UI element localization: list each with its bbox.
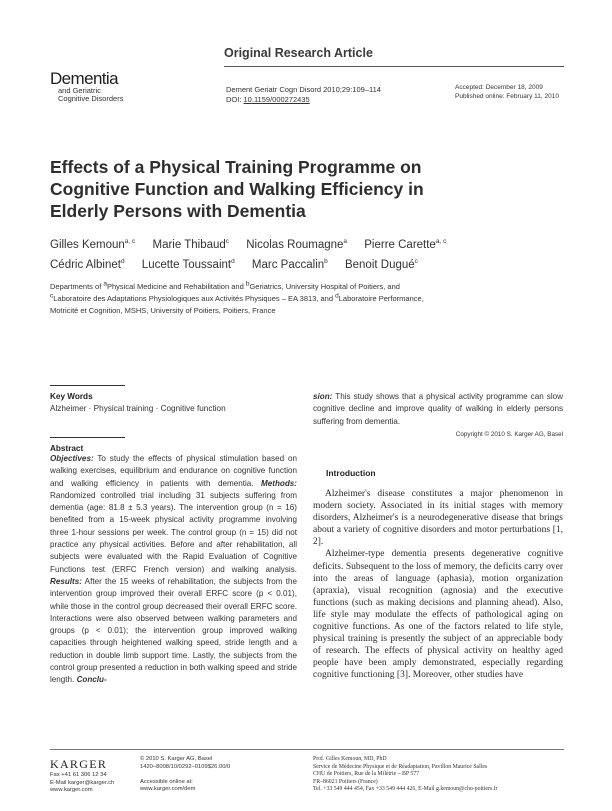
accepted-date: Accepted: December 18, 2009 — [455, 84, 543, 91]
article-dates — [455, 83, 559, 101]
abstract-copyright: Copyright © 2010 S. Karger AG, Basel — [455, 431, 563, 438]
results-label: Results: — [50, 576, 82, 586]
affiliation-line-1: Departments of aPhysical Medicine and Rehabilitation and bGeriatrics, University Hospital of Poitiers, and — [50, 280, 400, 291]
journal-logo-sub2: Cognitive Disorders — [58, 94, 124, 103]
methods-text: Randomized controlled trial including 31 subjects suffering from dementia (age: 81.8 ± 5.3 years). The intervention group (n = 16) benefited from a 15-week physical activity programme involving three 1-hour sessions per week. The control group (n = 15) did not practice any physical activities. Before and after rehabilitation, all subjects were evaluated with the Rapid Evaluation of Cognitive Functions test (ERFC French version) and walking analysis. — [50, 490, 297, 574]
keywords-rule — [50, 385, 125, 386]
introduction-heading: Introduction — [326, 468, 376, 478]
author: Lucette Toussaint$^d$ — [141, 258, 235, 271]
affiliations — [50, 281, 470, 317]
journal-logo-main: Dementia — [50, 69, 118, 88]
author-line-2 — [50, 259, 432, 271]
title-line-2: Cognitive Function and Walking Efficiency in — [50, 179, 424, 199]
publisher-contact — [50, 772, 114, 795]
corr-line-5: Tel. +33 549 444 454, Fax +33 549 444 426, E-Mail g.kemoun@chu-poitiers.fr — [313, 786, 498, 792]
author-line-1 — [50, 239, 460, 251]
introduction-paragraph-1: Alzheimer's disease constitutes a major phenomenon in modern society. Associated in its initial stages with memory disorders, Alzheimer's is a neurodegenerative disease that brings about a variety of cognitive disorders and motor perturbations [1, 2]. — [313, 489, 563, 548]
author: Gilles Kemoun$^{a, c}$ — [50, 238, 136, 251]
published-date: Published online: February 11, 2010 — [455, 93, 559, 100]
author: Nicolas Roumagne$^a$ — [246, 238, 348, 251]
doi-label: DOI: — [226, 95, 242, 104]
author: Marie Thibaud$^c$ — [152, 238, 230, 251]
citation: Dement Geriatr Cogn Disord 2010;29:109–114 — [226, 85, 381, 94]
corresponding-author — [313, 756, 497, 794]
corr-line-3: CHU de Poitiers, Rue de la Milétrie – BP 577 — [313, 771, 420, 777]
journal-logo — [50, 70, 140, 103]
author: Benoit Dugué$^c$ — [344, 258, 418, 271]
doi-link[interactable]: 10.1159/000272435 — [243, 95, 310, 104]
footer-divider — [50, 749, 564, 750]
methods-label: Methods: — [261, 478, 297, 488]
abstract-heading: Abstract — [50, 444, 84, 453]
title-line-3: Elderly Persons with Dementia — [50, 201, 306, 221]
publisher-web[interactable]: www.karger.com — [50, 787, 93, 793]
introduction-paragraph-2: Alzheimer-type dementia presents degenerative cognitive deficits. Subsequent to the loss of memory, the deficits carry over into the areas of language (aphasia), motion organization (apraxia), visual recognition (agnosia) and the executive functions (such as making decisions and planning ahead). Also, life style may modulate the effects of pathological aging on cognitive functions. As one of the factors related to life style, physical training is presently the subject of an appreciable body of research. The effects of physical activity on healthy aged people have been amply demonstrated, especially regarding cognitive functioning [3]. Moreover, other studies have — [313, 549, 563, 681]
header-divider — [224, 66, 564, 67]
results-text: After the 15 weeks of rehabilitation, the subjects from the intervention group improved their overall ERFC score (p < 0.01), while those in the control group decreased their overall ERFC score. Interactions were also observed between walking parameters and groups (p < 0.01); the intervention group improved walking capacities through heightened walking speed, stride length and a reduction in double limb support time. Lastly, the subjects from the control group presented a reduction in both walking speed and stride length. — [50, 576, 297, 685]
doi-line — [226, 95, 310, 104]
footer-copyright: © 2010 S. Karger AG, Basel — [140, 756, 213, 762]
affiliation-line-2: cLaboratoire des Adaptations Physiologiques aux Activités Physiques – EA 3813, and dLaboratoire Performance, — [50, 292, 424, 303]
keywords-text: Alzheimer · Physical training · Cognitive function — [50, 404, 226, 413]
publisher-logo: KARGER — [50, 757, 108, 771]
footer-accessible-url[interactable]: www.karger.com/dem — [140, 786, 196, 792]
abstract-rule — [50, 437, 125, 438]
footer-accessible: Accessible online at: — [140, 778, 193, 785]
corr-name: Prof. Gilles Kemoun, MD, PhD — [313, 756, 387, 762]
corr-line-4: FR–86021 Poitiers (France) — [313, 778, 378, 785]
paper-title — [50, 156, 470, 222]
objectives-text: To study the effects of physical stimulation based on walking exercises, equilibrium and endurance on cognitive function and walking efficiency in patients with dementia. — [50, 454, 297, 488]
author: Pierre Carette$^{a, c}$ — [364, 238, 447, 251]
objectives-label: Objectives: — [50, 454, 94, 463]
conclusion-text: This study shows that a physical activity programme can slow cognitive decline and improve quality of walking in elderly persons suffering from dementia. — [313, 392, 563, 426]
keywords-heading: Key Words — [50, 392, 93, 401]
title-line-1: Effects of a Physical Training Programme on — [50, 157, 422, 177]
conclusion-label-end: sion: — [313, 392, 333, 401]
abstract-body — [50, 453, 297, 687]
author: Marc Paccalin$^b$ — [251, 258, 328, 271]
introduction-body — [313, 488, 563, 682]
article-type: Original Research Article — [224, 46, 373, 60]
abstract-continuation — [313, 391, 563, 428]
footer-publication-info — [140, 756, 230, 794]
publisher-fax: Fax +41 61 306 12 34 — [50, 772, 107, 778]
footer-issn: 1420–8008/10/0292–0109$26.00/0 — [140, 763, 231, 770]
affiliation-line-3: Motricité et Cognition, MSHS, University of Poitiers, Poitiers, France — [50, 306, 276, 315]
corr-line-2: Service de Médecine Physique et de Réadaptation, Pavillon Maurice Salles — [313, 763, 488, 770]
author: Cédric Albinet$^d$ — [50, 258, 125, 271]
conclusion-label-start: Conclu- — [76, 675, 107, 685]
publisher-email[interactable]: E-Mail karger@karger.ch — [50, 779, 115, 786]
journal-logo-sub1: and Geriatric — [58, 86, 101, 95]
